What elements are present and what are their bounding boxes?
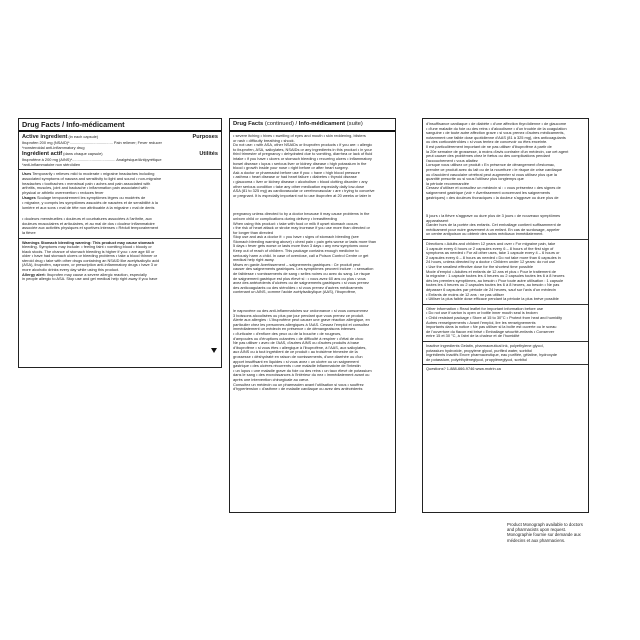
- usages-line: • douleurs menstruelles • douleurs et courbatures associées à l'arthrite, aux: [22, 216, 152, 222]
- fr-top-line: d'insuffisance cardiaque • de diabète • d'une affection thyroïdienne • de glaucome: [426, 121, 567, 126]
- active-ingredient-section: [19, 132, 221, 170]
- questions-line: Questions? 1-888-666-9746 www.motrin.ca: [426, 366, 501, 372]
- when-using-line: for longer than directed: [233, 229, 274, 235]
- ask-doctor-line: or pregnant. It is especially important not to use ibuprofen at 20 weeks or later in: [233, 192, 372, 198]
- do-not-use-line: blood • growth inside your nose • right before or after heart surgery.: [233, 165, 349, 171]
- continued-triangle-icon: [211, 348, 217, 353]
- fr-line: grossesse • déshydraté en raison de vomissements, d'une diarrhée ou d'un: [233, 353, 363, 359]
- keep-out-line: medical help right away.: [233, 257, 275, 263]
- fr-top-line: peut causer des problèmes chez le fœtus ou des complications pendant: [426, 153, 550, 159]
- monograph-line: médecins et aux pharmaciens.: [507, 537, 566, 543]
- directions-line: 24 hours, unless directed by a doctor • Children under 12 years: do not use: [426, 259, 556, 265]
- usages-line: associée aux activités physiques et sportives intenses • Réduit temporairement: [22, 225, 159, 231]
- uses-line: associated symptoms of nausea and sensitivity to light and sound • non-migraine: [22, 175, 162, 181]
- garder-line: Garder hors de la portée des enfants. Cet emballage contient suffisamment de: [426, 222, 562, 228]
- fr-top-line: notamment une faible dose quotidienne d'AAS (81 à 325 mg), des anticoagulants: [426, 134, 566, 140]
- other-information-section: [423, 305, 588, 342]
- fr-top-line: Il est particulièrement important de ne pas utiliser d'ibuprofène à partir de: [426, 143, 552, 149]
- allergy-line: in people allergic to ASA. Stop use and get medical help right away if you have: [22, 276, 158, 282]
- ask-doctor-line: ASA (81 to 325 mg) as cardiovascular or cerebrovascular • are • trying to conceive: [233, 188, 375, 194]
- fr-top-line: sanguine • de toute autre affection grave • si vous prenez d'autres médicaments,: [426, 130, 565, 136]
- fr-line: d'ampoules ou d'éruptions cutanées • de difficulté à respirer • d'état de choc: [233, 335, 364, 341]
- mises-line: contenant un AINS, comme l'acide acétylsalicylique (AAS), l'ibuprofène,: [233, 289, 357, 295]
- warnings-line: bleeding. Symptoms may include: • feeling faint • vomiting blood • bloody or: [22, 244, 152, 250]
- usages-line: la fièvre: [22, 229, 36, 235]
- do-not-use-line: Do not use: • with ASA, other NSAIDs or ibuprofen products • if you are: • allergic: [233, 142, 373, 148]
- panel2-title-fr: Info-médicament: [298, 121, 346, 127]
- keep-out-line: Keep out of reach of children. This package contains enough medicine to: [233, 248, 359, 254]
- fr-line: 3 boissons alcoolisées ou plus par jour pendant que vous prenez ce produit.: [233, 312, 365, 318]
- fr-line: d'ibuprofène • si vous êtes • allergique à l'ibuprofène, à l'AAS, aux salicylates,: [233, 344, 367, 350]
- usages-line: • migraine, y compris les symptômes associés de nausées et de sensibilité à la: [22, 199, 158, 205]
- mises-line: de faiblesse • vomissements de sang • selles noires ou avec du sang. Le risque: [233, 271, 371, 277]
- inactive-line: de potassium, polyéthylèneglycol, propylèneglycol, sorbitol: [426, 356, 527, 362]
- mises-line: de saignement gastrique est plus élevé si : • vous avez 60 ans ou plus • vous: [233, 275, 366, 281]
- fr-top-line: la 20e semaine de grossesse, à moins d'avis contraire d'un médecin, car cet agent: [426, 148, 569, 154]
- mode-line: la migraine : 1 capsule toutes les 4 heures ou 2 capsules toutes les 6 à 8 heures: [426, 273, 565, 279]
- panel2-content: [230, 132, 395, 394]
- drug-facts-panel-2: [229, 118, 396, 513]
- warnings-heading: Warnings: [22, 239, 40, 245]
- purposes-heading: Purposes: [192, 134, 218, 140]
- fr-line: après une intervention chirurgicale au cœur.: [233, 376, 309, 382]
- directions-line: Directions • Adults and children 12 years and over • For migraine pain, take: [426, 241, 556, 247]
- cessez-line: saignement gastrique (voir « Avertissement concernant les saignements: [426, 189, 551, 195]
- monograph-line: and pharmacists upon request.: [507, 527, 566, 533]
- garder-line: médicament pour nuire gravement à un enfant. En cas de surdosage, appeler: [426, 226, 560, 232]
- warnings-line: Stomach bleeding warning: This product may cause stomach: [40, 239, 155, 245]
- fr-line: dans le sang • des excroissances à l'intérieur du nez • immédiatement avant ou: [233, 372, 370, 378]
- fr-line: aux AINS ou à tout ingrédient de ce produit • au troisième trimestre de la: [233, 349, 358, 355]
- cessez-line: Cessez d'utiliser et consultez un médecin si : • vous présentez • des signes de: [426, 185, 561, 191]
- pregnancy-line: pregnancy unless directed to by a doctor because it may cause problems in the: [233, 211, 370, 217]
- do-not-use-line: intake • if you have • ulcers or stomach bleeding • recurring ulcers • inflammatory: [233, 155, 372, 161]
- active-line-1: Ibuprofen 200 mg (NSAID)*........................................ Pain reliever; Fever reducer: [22, 140, 162, 145]
- warnings-line: steroid drug • take with other drugs containing an NSAID like acetylsalicylic acid: [22, 257, 160, 263]
- do-not-use-line: third trimester of pregnancy • dehydrated due to vomiting, diarrhea or lack of fluid: [233, 151, 373, 157]
- usages-line: lumière et aux sons • mal de tête non attribuable à la migraine • mal de dents: [22, 204, 155, 210]
- cessez-line: gastriques) • des douleurs thoraciques • la douleur s'aggrave ou dure plus de: [426, 194, 559, 200]
- other-line: importants dans la notice • Ne pas utiliser si la boîte est ouverte ou le sceau: [426, 324, 557, 330]
- active-ingredient-heading: Active ingredient: [22, 134, 68, 140]
- uses-line: headaches • toothaches • menstrual pain • aches and pain associated with: [22, 180, 151, 186]
- ask-doctor-line: Ask a doctor or pharmacist before use if you: • have • high blood pressure: [233, 169, 360, 175]
- other-line: entre 15 et 30 °C, à l'abri de la chaleur et de l'humidité: [426, 333, 520, 339]
- uses-heading: Uses: [22, 171, 32, 177]
- uses-line: Temporarily • relieves mild to moderate • migraine headaches including: [32, 171, 155, 177]
- fr-top-line: • d'une maladie du foie ou des reins • d'alcoolisme • d'un trouble de la coagulation: [426, 125, 567, 131]
- mode-line: dès les premiers symptômes, au besoin • Pour toute autre utilisation : 1 capsule: [426, 277, 564, 283]
- questions-section: [423, 365, 588, 374]
- uses-section: [19, 170, 221, 238]
- drug-facts-panel-1: [18, 118, 222, 368]
- inactive-ingredients-section: [423, 342, 588, 365]
- monograph-note: [507, 522, 607, 543]
- when-using-line: • the risk of heart attack or stroke may increase if you use more than directed or: [233, 225, 370, 231]
- fr-line: Ne pas utiliser • avec de l'AAS, d'autres AINS ou d'autres produits à base: [233, 340, 359, 346]
- inactive-line: Ingrédients inactifs Encre pharmaceutique, eau purifiée, gélatine, hydroxyde: [426, 352, 558, 358]
- mises-line: avez des antécédents d'ulcères ou de saignements gastriques • si vous prenez: [233, 280, 369, 286]
- allergy-alert-heading: Allergy alert:: [22, 271, 46, 277]
- fr-line: le naproxène ou des anti-inflammatoires sur ordonnance • si vous consommez: [233, 308, 369, 313]
- warnings-line: (ASA), ibuprofen, naproxen, or prescription anti-inflammatory drugs • have 3 or: [22, 262, 158, 268]
- mode-line: Mode d'emploi • Adultes et enfants de 12 ans et plus • Pour le traitement de: [426, 268, 556, 274]
- uses-line: arthritis, muscles, joint and backache • inflammation pain associated with: [22, 185, 148, 191]
- panel2-title-fr-cont: (suite): [345, 121, 363, 127]
- lorsque-line: prendre ce produit avec du lait ou de la nourriture • le risque de crise cardiaque: [426, 166, 563, 172]
- directions-line: • Use the smallest effective dose for the shortest time possible: [426, 264, 534, 270]
- fr-line: Alerte aux allergies : L'ibuprofène peut causer une grave réaction allergique, en: [233, 317, 370, 323]
- fr-line: immédiatement un médecin en présence • de démangeaisons intenses: [233, 326, 356, 332]
- lorsque-line: ou d'accident vasculaire cérébral peut augmenter si vous utilisez plus que la: [426, 171, 557, 177]
- warnings-line: more alcoholic drinks every day while using this product.: [22, 267, 120, 273]
- directions-line: 2 capsules every 6 – 8 hours as needed • Do not take more than 6 capsules in: [426, 254, 561, 260]
- fr-line: apport insuffisant en liquides • si vous avez • un ulcère ou un saignement: [233, 358, 359, 364]
- do-not-use-line: bowel disease • lupus • serious liver or kidney disease • high potassium in the: [233, 160, 367, 166]
- directions-section: [423, 240, 588, 305]
- do-not-use-line: to ibuprofen, ASA, salicylates, NSAIDs or any ingredients in this product • in your: [233, 146, 372, 152]
- active-ingredient-heading-sub: (in each capsule): [67, 134, 99, 139]
- fr-line: • un lupus • une maladie grave du foie ou des reins • un taux élevé de potassium: [233, 367, 372, 373]
- mode-line: • Utiliser la plus faible dose efficace pendant la période la plus brève possible: [426, 296, 559, 302]
- ask-doctor-line: • asthma • heart disease or had heart failure • diabetes • thyroid disease: [233, 174, 357, 180]
- uses-line: physical or athletic overexertion • reduces fever: [22, 189, 104, 195]
- fr-line: d'hypertension • d'asthme • de maladie cardiaque ou avez des antécédents: [233, 386, 363, 392]
- intro-line: or rash • difficulty breathing • shock.: [233, 137, 295, 143]
- mode-line: dépasser 6 capsules par période de 24 heures, sauf sur l'avis d'un médecin: [426, 287, 556, 292]
- when-using-line: When using this product: • take with food or milk if upset stomach occurs: [233, 220, 358, 226]
- active-line-2: *nonsteroidal anti-inflammatory drug: [22, 144, 85, 150]
- monograph-line: Monographie fournie sur demande aux: [507, 532, 581, 538]
- intro-line: • severe itching • hives • swelling of eyes and mouth • skin reddening, blisters: [233, 133, 366, 138]
- drug-facts-panel-3: [422, 118, 589, 513]
- lorsque-line: Lorsque vous utilisez ce produit • En présence de dérangement d'estomac,: [426, 162, 556, 168]
- fr-top-line: ou des corticostéroïdes • si vous tentez de concevoir ou êtes enceinte.: [426, 139, 548, 145]
- ask-doctor-line: • glaucoma • liver or kidney disease • alcoholism • blood clotting disorder • any: [233, 178, 368, 184]
- other-line: Autres renseignements • Avant l'emploi, lire les renseignements: [426, 319, 536, 325]
- lorsque-line: la période recommandée: [426, 180, 470, 186]
- mises-line: causer des saignements gastriques. Les symptômes peuvent inclure : • sensation: [233, 266, 374, 272]
- actif-line-1: Ibuprofène à 200 mg (AINS)*........................................ Analgésique/Antipyrétique: [22, 157, 162, 163]
- other-line: • Child resistant package • Store at 15 to 30°C • Protect from heat and humidity: [426, 314, 563, 320]
- monograph-line: Product Monograph available to doctors: [507, 522, 583, 527]
- lorsque-line: quantité prescrite ou si vous l'utilisez plus longtemps que: [426, 176, 524, 182]
- panel3-fr-continued: [423, 119, 588, 240]
- fr-line: gastrique • des ulcères récurrents • une maladie inflammatoire de l'intestin: [233, 363, 361, 369]
- utilites-heading: Utilités: [199, 151, 218, 158]
- warnings-section: [19, 239, 221, 284]
- inactive-line: potassium hydroxide, propylene glycol, purified water, sorbitol: [426, 347, 532, 353]
- actif-line-2: *anti-inflammatoire non stéroïdien: [22, 161, 81, 167]
- stop-use-line: Stomach bleeding warning above) • chest pain • pain gets worse or lasts more than: [233, 238, 377, 244]
- fr-line: particulier chez les personnes allergiques à l'AAS. Cessez l'emploi et consultez: [233, 321, 370, 327]
- mode-line: • Enfants de moins de 12 ans : ne pas utiliser: [426, 291, 504, 297]
- ingredient-actif-heading: Ingrédient actif: [22, 151, 63, 158]
- panel2-title-cont: (continued) /: [263, 121, 299, 127]
- fr-line: • d'urticaire • d'enflure des yeux ou de la bouche • de rougeurs,: [233, 330, 342, 336]
- stop-use-line: Stop use and ask a doctor if: • you have • signs of stomach bleeding (see: [233, 234, 359, 240]
- warnings-line: black stools. The chance of stomach bleeding is higher if you: • are age 60 or: [22, 248, 155, 254]
- fr-top-line: l'accouchement • vous allaitez: [426, 157, 478, 163]
- usages-line: douleurs musculaires et articulaires, et au mal de dos • douleur inflammatoire: [22, 220, 155, 226]
- cinq-line: 5 jours • la fièvre s'aggrave ou dure plus de 3 jours • de nouveaux symptômes: [426, 213, 561, 219]
- garder-line: un centre antipoison ou obtenir des soins médicaux immédiatement.: [426, 231, 544, 237]
- panel-title: Drug Facts / Info-médicament: [19, 119, 221, 132]
- other-line: Other information • Read leaflet for important information before use: [426, 305, 544, 311]
- mises-line: des anticoagulants ou des stéroïdes • si vous prenez d'autres médicaments: [233, 284, 363, 290]
- ask-doctor-line: other serious condition • take any other medication especially daily low-dose: [233, 183, 365, 189]
- usages-line: Soulage temporairement les symptômes légers ou modérés de: [36, 195, 146, 201]
- ingredient-actif-heading-sub: (dans chaque capsule): [62, 151, 103, 157]
- warnings-line: older • have had stomach ulcers or bleeding problems • take a blood thinner or: [22, 253, 158, 259]
- cinq-line: apparaissent: [426, 217, 449, 223]
- panel2-title: Drug Facts: [233, 121, 264, 127]
- allergy-line: Ibuprofen may cause a severe allergic reaction, especially: [46, 271, 147, 277]
- stop-use-line: 5 days • fever gets worse or lasts more than 3 days • any new symptoms occur: [233, 243, 369, 249]
- keep-out-line: seriously harm a child. In case of overdose, call a Poison Control Centre or get: [233, 252, 369, 258]
- pregnancy-line: unborn child or complications during delivery • breastfeeding: [233, 215, 337, 221]
- fr-line: Consultez un médecin ou un pharmacien avant l'utilisation si vous • souffrez: [233, 381, 364, 387]
- usages-heading: Usages: [22, 195, 36, 201]
- other-line: • Do not use if carton is open or bottle inner mouth seal is broken: [426, 310, 538, 316]
- mode-line: toutes les 4 heures ou 2 capsules toutes les 6 à 8 heures, au besoin • Ne pas: [426, 282, 560, 288]
- inactive-line: Inactive ingredients Gelatin, pharmaceutical ink, polyethylene glycol,: [426, 342, 544, 348]
- directions-line: symptoms as needed • For all other uses, take 1 capsule every 4 – 6 hours or: [426, 250, 560, 256]
- directions-line: 1 capsule every 6 hours or 2 capsules every 6 – 8 hours of the first sign of: [426, 245, 554, 251]
- other-line: de l'ouverture du flacon est brisé • Emballage sécurité-enfants • Conserver: [426, 328, 555, 334]
- mises-line: Mises en garde Avertissement – saignements gastriques : Ce produit peut: [233, 261, 361, 267]
